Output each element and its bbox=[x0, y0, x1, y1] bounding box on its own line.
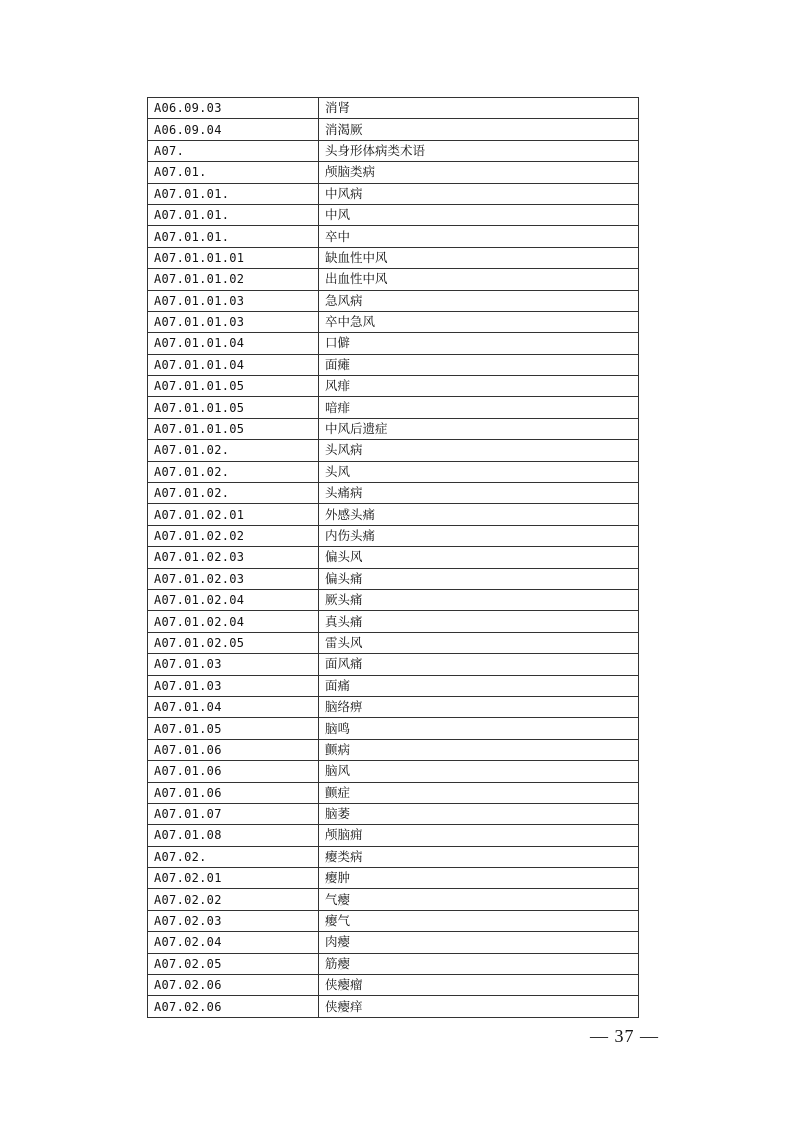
term-name-cell: 中风病 bbox=[319, 183, 639, 204]
term-name-cell: 消渴厥 bbox=[319, 119, 639, 140]
table-row bbox=[148, 589, 639, 610]
table-row bbox=[148, 461, 639, 482]
term-code-cell: A07.02.06 bbox=[148, 975, 319, 996]
term-name-cell: 侠瘿痒 bbox=[319, 996, 639, 1017]
table-row bbox=[148, 825, 639, 846]
table-row bbox=[148, 611, 639, 632]
term-code-cell: A07.01.08 bbox=[148, 825, 319, 846]
table-row bbox=[148, 803, 639, 824]
table-row bbox=[148, 226, 639, 247]
term-name-cell: 脑风 bbox=[319, 761, 639, 782]
term-name-cell: 瘿肿 bbox=[319, 868, 639, 889]
table-row bbox=[148, 483, 639, 504]
term-name-cell: 颤病 bbox=[319, 739, 639, 760]
term-name-cell: 中风后遗症 bbox=[319, 418, 639, 439]
term-code-cell: A07.01.01.04 bbox=[148, 333, 319, 354]
term-code-cell: A07.01.02.01 bbox=[148, 504, 319, 525]
term-code-cell: A07.01.02.02 bbox=[148, 525, 319, 546]
table-row bbox=[148, 632, 639, 653]
term-name-cell: 喑痱 bbox=[319, 397, 639, 418]
term-code-cell: A07.01.02. bbox=[148, 440, 319, 461]
term-code-cell: A07.01.02.03 bbox=[148, 547, 319, 568]
term-code-cell: A07.01.01.03 bbox=[148, 290, 319, 311]
term-code-cell: A07.01.02.03 bbox=[148, 568, 319, 589]
term-code-cell: A07.01.01. bbox=[148, 183, 319, 204]
table-row bbox=[148, 547, 639, 568]
term-name-cell: 偏头风 bbox=[319, 547, 639, 568]
term-name-cell: 出血性中风 bbox=[319, 269, 639, 290]
table-row bbox=[148, 98, 639, 119]
table-row bbox=[148, 889, 639, 910]
table-row bbox=[148, 654, 639, 675]
table-row bbox=[148, 932, 639, 953]
term-code-cell: A07.01.01.01 bbox=[148, 247, 319, 268]
term-name-cell: 筋瘿 bbox=[319, 953, 639, 974]
table-row bbox=[148, 910, 639, 931]
term-name-cell: 颅脑痈 bbox=[319, 825, 639, 846]
table-row bbox=[148, 868, 639, 889]
term-code-cell: A07.01.06 bbox=[148, 739, 319, 760]
term-name-cell: 头风病 bbox=[319, 440, 639, 461]
term-name-cell: 头痛病 bbox=[319, 483, 639, 504]
term-code-cell: A07.01.01.05 bbox=[148, 397, 319, 418]
term-name-cell: 中风 bbox=[319, 204, 639, 225]
table-row bbox=[148, 397, 639, 418]
table-row bbox=[148, 996, 639, 1017]
table-row bbox=[148, 782, 639, 803]
table-row bbox=[148, 418, 639, 439]
term-name-cell: 脑络痹 bbox=[319, 696, 639, 717]
term-code-cell: A07.02.02 bbox=[148, 889, 319, 910]
term-code-cell: A07.01.01.02 bbox=[148, 269, 319, 290]
term-code-cell: A07.01.01.05 bbox=[148, 376, 319, 397]
term-code-cell: A07.02.05 bbox=[148, 953, 319, 974]
term-code-cell: A07.01.02.04 bbox=[148, 611, 319, 632]
table-row bbox=[148, 975, 639, 996]
table-row bbox=[148, 568, 639, 589]
table-row bbox=[148, 354, 639, 375]
table-row bbox=[148, 525, 639, 546]
term-name-cell: 头风 bbox=[319, 461, 639, 482]
term-name-cell: 脑鸣 bbox=[319, 718, 639, 739]
term-code-cell: A07.01.03 bbox=[148, 654, 319, 675]
term-name-cell: 消肾 bbox=[319, 98, 639, 119]
table-row bbox=[148, 290, 639, 311]
table-row bbox=[148, 953, 639, 974]
table-row bbox=[148, 504, 639, 525]
term-code-cell: A07.01.01.05 bbox=[148, 418, 319, 439]
term-code-cell: A07.01.04 bbox=[148, 696, 319, 717]
term-code-cell: A07.01.01. bbox=[148, 226, 319, 247]
term-code-cell: A07.01. bbox=[148, 162, 319, 183]
term-name-cell: 口僻 bbox=[319, 333, 639, 354]
term-code-cell: A07.01.07 bbox=[148, 803, 319, 824]
table-row bbox=[148, 761, 639, 782]
term-name-cell: 卒中 bbox=[319, 226, 639, 247]
term-name-cell: 侠瘿瘤 bbox=[319, 975, 639, 996]
table-row bbox=[148, 333, 639, 354]
table-row bbox=[148, 269, 639, 290]
table-row bbox=[148, 247, 639, 268]
term-name-cell: 内伤头痛 bbox=[319, 525, 639, 546]
table-row bbox=[148, 162, 639, 183]
term-name-cell: 瘿气 bbox=[319, 910, 639, 931]
table-row bbox=[148, 739, 639, 760]
table-row bbox=[148, 204, 639, 225]
term-name-cell: 颅脑类病 bbox=[319, 162, 639, 183]
table-row bbox=[148, 696, 639, 717]
term-code-cell: A07.02.06 bbox=[148, 996, 319, 1017]
table-row bbox=[148, 140, 639, 161]
table-row bbox=[148, 675, 639, 696]
page-number: — 37 — bbox=[590, 1026, 659, 1046]
term-code-cell: A06.09.03 bbox=[148, 98, 319, 119]
term-code-cell: A07.02.01 bbox=[148, 868, 319, 889]
term-name-cell: 瘿类病 bbox=[319, 846, 639, 867]
term-code-cell: A07.01.01. bbox=[148, 204, 319, 225]
term-name-cell: 气瘿 bbox=[319, 889, 639, 910]
term-code-cell: A07.01.05 bbox=[148, 718, 319, 739]
term-name-cell: 面瘫 bbox=[319, 354, 639, 375]
term-name-cell: 急风病 bbox=[319, 290, 639, 311]
term-code-cell: A07.01.01.03 bbox=[148, 311, 319, 332]
term-name-cell: 面风痛 bbox=[319, 654, 639, 675]
term-name-cell: 风痱 bbox=[319, 376, 639, 397]
table-body bbox=[148, 98, 639, 1018]
term-name-cell: 卒中急风 bbox=[319, 311, 639, 332]
table-row bbox=[148, 376, 639, 397]
term-name-cell: 颤症 bbox=[319, 782, 639, 803]
table-row bbox=[148, 311, 639, 332]
term-name-cell: 外感头痛 bbox=[319, 504, 639, 525]
term-code-cell: A07.01.02. bbox=[148, 483, 319, 504]
term-name-cell: 真头痛 bbox=[319, 611, 639, 632]
table-row bbox=[148, 440, 639, 461]
term-name-cell: 缺血性中风 bbox=[319, 247, 639, 268]
table-row bbox=[148, 119, 639, 140]
term-code-cell: A07.02.04 bbox=[148, 932, 319, 953]
term-code-cell: A07.02. bbox=[148, 846, 319, 867]
terminology-table bbox=[147, 97, 639, 1018]
term-code-cell: A07.01.06 bbox=[148, 761, 319, 782]
table-row bbox=[148, 846, 639, 867]
term-code-cell: A06.09.04 bbox=[148, 119, 319, 140]
term-code-cell: A07.02.03 bbox=[148, 910, 319, 931]
term-code-cell: A07.01.03 bbox=[148, 675, 319, 696]
term-name-cell: 头身形体病类术语 bbox=[319, 140, 639, 161]
term-code-cell: A07.01.02.04 bbox=[148, 589, 319, 610]
term-code-cell: A07.01.02.05 bbox=[148, 632, 319, 653]
term-code-cell: A07.01.01.04 bbox=[148, 354, 319, 375]
term-name-cell: 偏头痛 bbox=[319, 568, 639, 589]
table-row bbox=[148, 183, 639, 204]
term-code-cell: A07. bbox=[148, 140, 319, 161]
term-name-cell: 脑萎 bbox=[319, 803, 639, 824]
term-name-cell: 厥头痛 bbox=[319, 589, 639, 610]
term-name-cell: 雷头风 bbox=[319, 632, 639, 653]
term-code-cell: A07.01.06 bbox=[148, 782, 319, 803]
term-code-cell: A07.01.02. bbox=[148, 461, 319, 482]
table-row bbox=[148, 718, 639, 739]
term-name-cell: 肉瘿 bbox=[319, 932, 639, 953]
term-name-cell: 面痛 bbox=[319, 675, 639, 696]
